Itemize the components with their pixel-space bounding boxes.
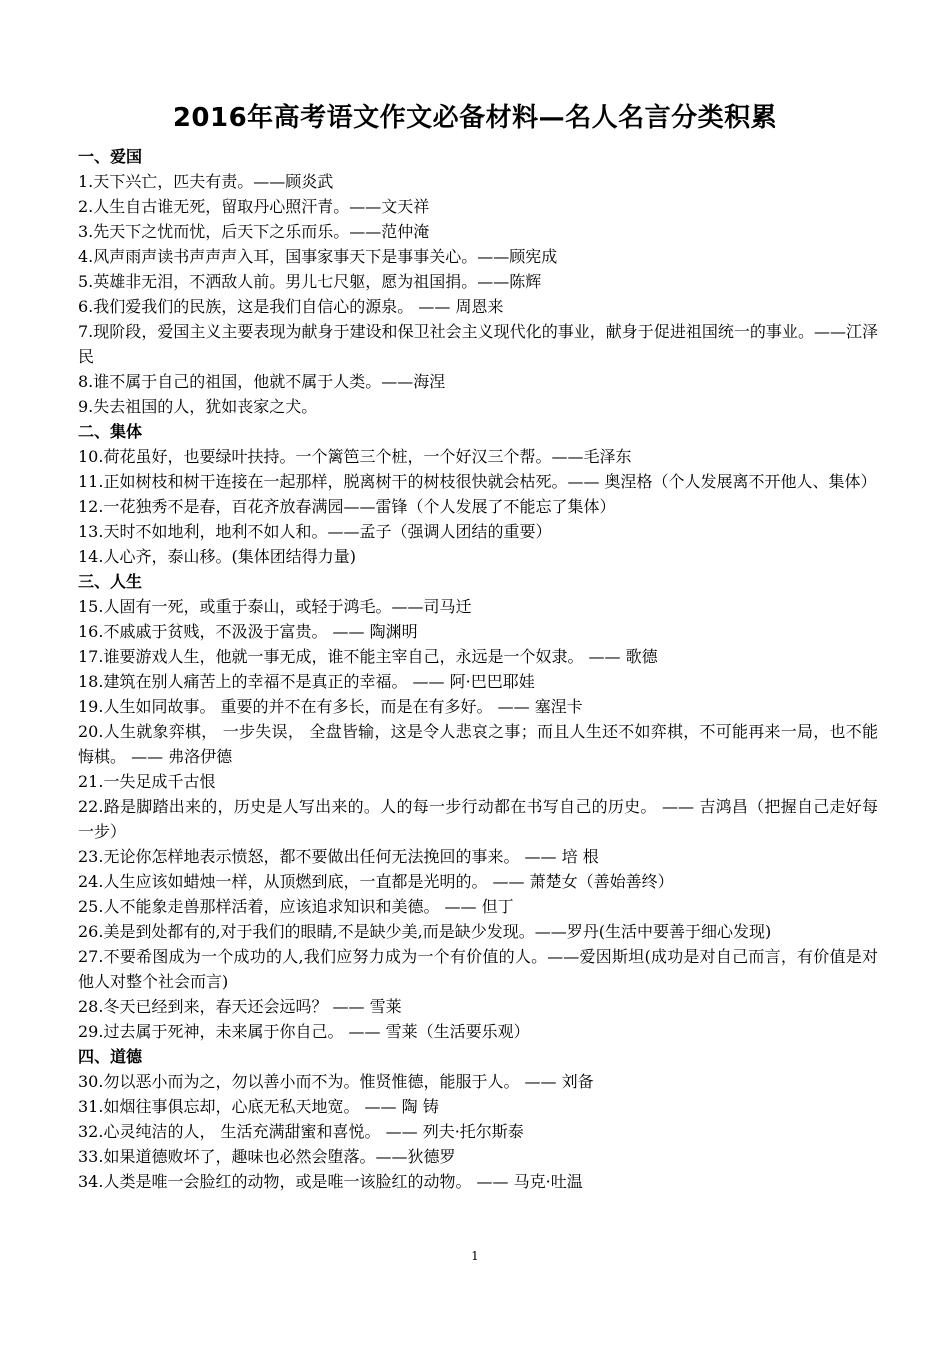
section-heading: 三、人生: [78, 572, 143, 591]
section-morality: [78, 1044, 878, 1194]
quote-item: 3.先天下之忧而忧，后天下之乐而乐。——范仲淹: [78, 222, 430, 241]
quote-item: 16.不戚戚于贫贱，不汲汲于富贵。 —— 陶渊明: [78, 622, 418, 641]
quote-item: 8.谁不属于自己的祖国，他就不属于人类。——海涅: [78, 372, 446, 391]
quote-item: 15.人固有一死，或重于泰山，或轻于鸿毛。——司马迁: [78, 597, 472, 616]
quote-item: 31.如烟往事俱忘却，心底无私天地宽。 —— 陶 铸: [78, 1097, 439, 1116]
document-body: [78, 144, 878, 1194]
quote-item: 10.荷花虽好，也要绿叶扶持。一个篱笆三个桩，一个好汉三个帮。——毛泽东: [78, 447, 632, 466]
quote-item: 7.现阶段，爱国主义主要表现为献身于建设和保卫社会主义现代化的事业，献身于促进祖国统一的事业。——江泽民: [78, 322, 878, 366]
quote-item: 11.正如树枝和树干连接在一起那样，脱离树干的树枝很快就会枯死。—— 奥涅格（个人发展离不开他人、集体）: [78, 472, 877, 491]
quote-item: 1.天下兴亡，匹夫有责。——顾炎武: [78, 172, 334, 191]
section-heading: 一、爱国: [78, 147, 143, 166]
quote-item: 33.如果道德败坏了，趣味也必然会堕落。——狄德罗: [78, 1147, 456, 1166]
quote-item: 20.人生就象弈棋， 一步失误， 全盘皆输，这是令人悲哀之事；而且人生还不如弈棋，不可能再来一局，也不能悔棋。 —— 弗洛伊德: [78, 722, 878, 766]
quote-item: 26.美是到处都有的,对于我们的眼睛,不是缺少美,而是缺少发现。——罗丹(生活中要善于细心发现): [78, 922, 772, 941]
quote-item: 34.人类是唯一会脸红的动物，或是唯一该脸红的动物。 —— 马克·吐温: [78, 1172, 583, 1191]
quote-item: 14.人心齐，泰山移。(集体团结得力量): [78, 547, 356, 566]
quote-item: 24.人生应该如蜡烛一样，从顶燃到底，一直都是光明的。 —— 萧楚女（善始善终）: [78, 872, 674, 891]
quote-item: 32.心灵纯洁的人， 生活充满甜蜜和喜悦。 —— 列夫·托尔斯泰: [78, 1122, 524, 1141]
quote-item: 22.路是脚踏出来的，历史是人写出来的。人的每一步行动都在书写自己的历史。 —— 吉鸿昌（把握自己走好每一步）: [78, 797, 878, 841]
section-patriotism: [78, 144, 878, 419]
quote-item: 5.英雄非无泪，不洒敌人前。男儿七尺躯，愿为祖国捐。——陈辉: [78, 272, 542, 291]
section-collective: [78, 419, 878, 569]
quote-item: 30.勿以恶小而为之，勿以善小而不为。惟贤惟德，能服于人。 —— 刘备: [78, 1072, 594, 1091]
quote-item: 4.风声雨声读书声声声入耳，国事家事天下是事事关心。——顾宪成: [78, 247, 558, 266]
quote-item: 23.无论你怎样地表示愤怒，都不要做出任何无法挽回的事来。 —— 培 根: [78, 847, 599, 866]
quote-item: 21.一失足成千古恨: [78, 772, 216, 791]
quote-item: 28.冬天已经到来，春天还会远吗？ —— 雪莱: [78, 997, 402, 1016]
page-number: 1: [471, 1249, 479, 1263]
section-life: [78, 569, 878, 1044]
section-heading: 二、集体: [78, 422, 143, 441]
document-title: 2016年高考语文作文必备材料—名人名言分类积累: [172, 103, 778, 133]
quote-item: 29.过去属于死神，未来属于你自己。 —— 雪莱（生活要乐观）: [78, 1022, 530, 1041]
section-heading: 四、道德: [78, 1047, 143, 1066]
quote-item: 18.建筑在别人痛苦上的幸福不是真正的幸福。 —— 阿·巴巴耶娃: [78, 672, 535, 691]
quote-item: 13.天时不如地利，地利不如人和。——孟子（强调人团结的重要）: [78, 522, 552, 541]
quote-item: 17.谁要游戏人生，他就一事无成，谁不能主宰自己，永远是一个奴隶。 —— 歌德: [78, 647, 658, 666]
quote-item: 25.人不能象走兽那样活着，应该追求知识和美德。 —— 但丁: [78, 897, 514, 916]
quote-item: 12.一花独秀不是春，百花齐放春满园——雷锋（个人发展了不能忘了集体）: [78, 497, 616, 516]
quote-item: 6.我们爱我们的民族，这是我们自信心的源泉。 —— 周恩来: [78, 297, 504, 316]
quote-item: 27.不要希图成为一个成功的人,我们应努力成为一个有价值的人。——爱因斯坦(成功是对自己而言，有价值是对他人对整个社会而言): [78, 947, 878, 991]
quote-item: 9.失去祖国的人，犹如丧家之犬。: [78, 397, 318, 416]
quote-item: 19.人生如同故事。 重要的并不在有多长，而是在有多好。 —— 塞涅卡: [78, 697, 583, 716]
quote-item: 2.人生自古谁无死，留取丹心照汗青。——文天祥: [78, 197, 430, 216]
